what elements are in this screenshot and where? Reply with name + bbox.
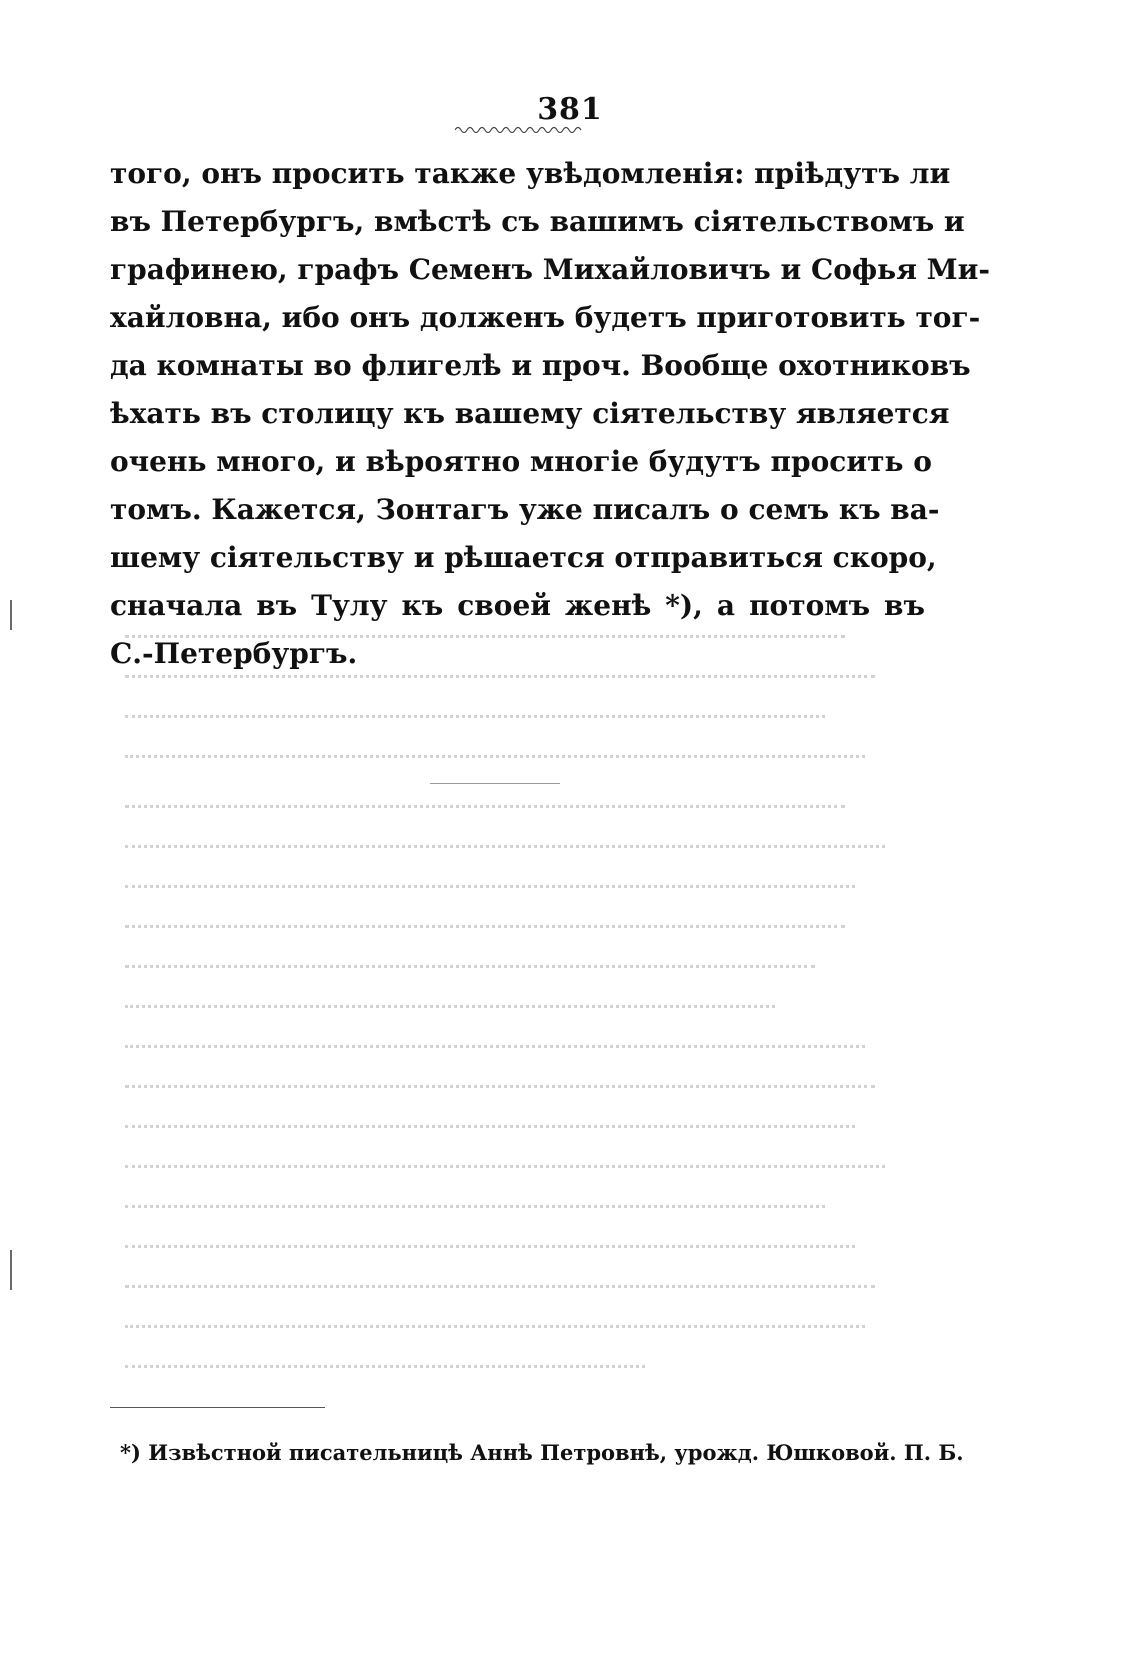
bleed-through-line bbox=[125, 925, 845, 930]
decorative-wavy-rule bbox=[455, 124, 585, 136]
bleed-through-line bbox=[125, 1165, 885, 1170]
bleed-through-rule bbox=[430, 783, 560, 784]
page-number: 381 bbox=[537, 92, 603, 127]
text-line: графинею, графъ Семенъ Михайловичъ и Софья Ми- bbox=[110, 253, 991, 286]
bleed-through-line bbox=[125, 1045, 865, 1050]
bleed-through-line bbox=[125, 885, 855, 890]
bleed-through-line bbox=[125, 1365, 645, 1370]
text-line: сначала въ Тулу къ своей женѣ *), а потомъ въ bbox=[110, 589, 925, 622]
footnote: *) Извѣстной писательницѣ Аннѣ Петровнѣ, урожд. Юшковой. П. Б. bbox=[120, 1440, 964, 1465]
bleed-through-line bbox=[125, 1285, 875, 1290]
margin-scan-mark bbox=[10, 600, 12, 630]
bleed-through-line bbox=[125, 1005, 775, 1010]
text-line: очень много, и вѣроятно многіе будутъ просить о bbox=[110, 445, 932, 478]
text-line: шему сіятельству и рѣшается отправиться скоро, bbox=[110, 541, 937, 574]
bleed-through-line bbox=[125, 635, 845, 640]
footnote-rule bbox=[110, 1407, 325, 1408]
bleed-through-area bbox=[125, 635, 925, 1645]
bleed-through-line bbox=[125, 1205, 825, 1210]
bleed-through-line bbox=[125, 845, 885, 850]
bleed-through-line bbox=[125, 1325, 865, 1330]
body-text bbox=[110, 150, 991, 678]
text-line: въ Петербургъ, вмѣстѣ съ вашимъ сіятельствомъ и bbox=[110, 205, 965, 238]
bleed-through-line bbox=[125, 965, 815, 970]
text-line: томъ. Кажется, Зонтагъ уже писалъ о семъ къ ва- bbox=[110, 493, 940, 526]
bleed-through-line bbox=[125, 805, 845, 810]
text-line: хайловна, ибо онъ долженъ будетъ приготовить тог- bbox=[110, 301, 981, 334]
bleed-through-line bbox=[125, 1085, 875, 1090]
text-line: того, онъ просить также увѣдомленія: пріѣдутъ ли bbox=[110, 157, 951, 190]
text-line: С.-Петербургъ. bbox=[110, 637, 358, 670]
bleed-through-line bbox=[125, 755, 865, 760]
bleed-through-line bbox=[125, 715, 825, 720]
bleed-through-line bbox=[125, 675, 875, 680]
bleed-through-line bbox=[125, 1245, 855, 1250]
margin-scan-mark bbox=[10, 1250, 12, 1290]
text-line: да комнаты во флигелѣ и проч. Вообще охотниковъ bbox=[110, 349, 971, 382]
text-line: ѣхать въ столицу къ вашему сіятельству является bbox=[110, 397, 950, 430]
bleed-through-line bbox=[125, 1125, 855, 1130]
